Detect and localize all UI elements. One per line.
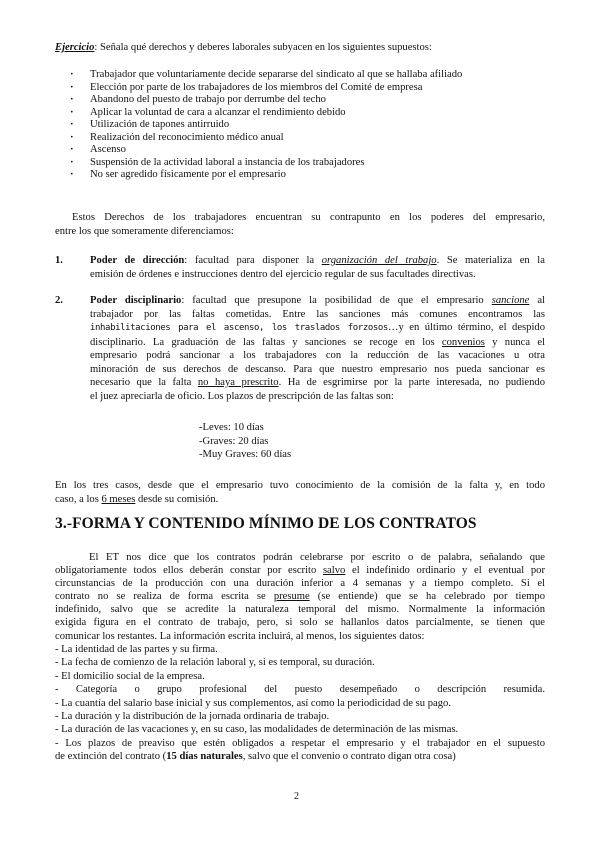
sanciones-emphasis: inhabilitaciones para el ascenso, los traslados forzosos (90, 323, 388, 333)
list-item: - La duración y la distribución de la jornada ordinaria de trabajo. (55, 711, 330, 723)
list-item: - Los plazos de preaviso que estén obligados a respetar el empresario y el trabajador en el supuesto (55, 737, 545, 749)
list-item: - La fecha de comienzo de la relación laboral y, si es temporal, su duración. (55, 657, 375, 669)
poder-disciplinario-title: Poder disciplinario (90, 295, 182, 306)
exercise-text: : Señala qué derechos y deberes laborales subyacen en los siguientes supuestos: (94, 42, 432, 53)
list-item: · Elección por parte de los trabajadores de los miembros del Comité de empresa (70, 82, 462, 95)
tres-casos-paragraph (55, 479, 545, 506)
intro-paragraph (55, 211, 545, 238)
section-heading: 3.-FORMA Y CONTENIDO MÍNIMO DE LOS CONTRATOS (55, 515, 477, 532)
poder-disciplinario-line: trabajador por las faltas cometidas. Entre las sanciones más comunes encontramos las (90, 308, 545, 320)
sancione-link[interactable]: sancione (491, 295, 530, 306)
text-run: (se entiende) que se ha celebrado por tiempo (309, 591, 545, 603)
text-run: caso, a los (55, 493, 102, 505)
text-run: . Ha de esgrimirse por la parte interesada, no pudiendo (278, 377, 546, 388)
text-run: necesario que la falta (90, 377, 198, 388)
poder-disciplinario-line: empresario podrá sancionar a los trabajadores con la reducción de las vacaciones u otra (90, 350, 545, 361)
presume-link[interactable]: presume (273, 591, 310, 603)
poder-direccion-item (55, 254, 545, 281)
poder-disciplinario-line (73, 294, 545, 308)
text-run: de extinción del contrato ( (55, 751, 167, 763)
item-number: 2. (55, 295, 63, 306)
list-item: -Graves: 20 días (199, 435, 269, 447)
text-run: …y en último término, el despido (387, 322, 545, 333)
list-item (55, 750, 545, 763)
list-item: -Muy Graves: 60 días (199, 449, 292, 460)
et-line (55, 564, 545, 577)
text-run: obligatoriamente todos ellos deberán constar por escrito (55, 565, 323, 577)
text-run: , salvo que el convenio o contrato digan otra cosa) (242, 751, 456, 763)
salvo-link[interactable]: salvo (322, 565, 346, 577)
organizacion-trabajo-link[interactable]: organización del trabajo (321, 255, 437, 266)
text-run: contrato no se realiza de forma escrita se (55, 591, 274, 603)
convenios-link[interactable]: convenios (441, 336, 485, 348)
list-item: -Leves: 10 días (199, 422, 264, 433)
list-item: · Trabajador que voluntariamente decide separarse del sindicato al que se hallaba afiliado (70, 69, 462, 82)
list-item: · Aplicar la voluntad de cara a alcanzar el rendimiento debido (70, 107, 462, 120)
plazos-prescripcion-list (199, 421, 291, 462)
quince-dias-emphasis: 15 días naturales (166, 751, 243, 763)
page-number: 2 (294, 791, 299, 802)
poder-disciplinario-line: el juez apreciarla de oficio. Los plazos de prescripción de las faltas son: (90, 390, 394, 402)
list-item: · Suspensión de la actividad laboral a instancia de los trabajadores (70, 157, 462, 170)
poder-direccion-line (73, 254, 545, 268)
exercise-statement (55, 42, 545, 55)
text-run: y nunca el (484, 336, 545, 348)
poder-disciplinario-line: minoración de sus derechos de descanso. Para que nuestro empresario nos pueda sancionar es (90, 363, 545, 375)
list-item: · Realización del reconocimiento médico anual (70, 132, 462, 145)
poder-disciplinario-line (73, 376, 545, 390)
list-item: - La cuantía del salario base inicial y sus complementos, así como la periodicidad de su pago. (55, 697, 451, 709)
list-item: - Categoría o grupo profesional del puesto desempeñado o descripción resumida. (55, 684, 545, 696)
intro-line: Estos Derechos de los trabajadores encuentran su contrapunto en los poderes del empresario, (72, 212, 545, 223)
list-item: - El domicilio social de la empresa. (55, 670, 205, 682)
exercise-label: Ejercicio (55, 42, 95, 53)
text-run: el indefinido ordinario y el eventual por (345, 565, 545, 577)
no-haya-prescrito-link[interactable]: no haya prescrito (197, 377, 279, 388)
exercise-bullet-list (70, 69, 462, 182)
text-run: al (529, 295, 545, 306)
text-run: : facultad para disponer la (184, 255, 322, 266)
list-item: · Abandono del puesto de trabajo por derrumbe del techo (70, 94, 462, 107)
list-item: · Utilización de tapones antirruido (70, 119, 462, 132)
et-line: indefinido, salvo que se acredite la naturaleza temporal del mismo. Normalmente la información (55, 604, 545, 616)
text-run: desde su comisión. (135, 493, 219, 505)
list-item: · Ascenso (70, 144, 462, 157)
list-item: · No ser agredido físicamente por el empresario (70, 169, 462, 182)
item-number: 1. (55, 255, 63, 266)
et-line: circunstancias de la producción con una duración inferior a 4 semanas y a tiempo completo. Si el (55, 578, 545, 590)
poder-disciplinario-line (73, 321, 545, 336)
poder-disciplinario-line (73, 336, 545, 350)
list-item: - La identidad de las partes y su firma. (55, 644, 218, 655)
tres-casos-line (55, 493, 545, 507)
et-line (55, 590, 545, 603)
datos-list (55, 643, 545, 764)
intro-line: entre los que someramente diferenciamos: (55, 225, 234, 237)
poder-disciplinario-item (55, 294, 546, 403)
seis-meses-link[interactable]: 6 meses (101, 493, 136, 505)
poder-direccion-title: Poder de dirección (90, 255, 185, 266)
tres-casos-line: En los tres casos, desde que el empresario tuvo conocimiento de la comisión de la falta y, en todo (55, 480, 545, 491)
list-item: - La duración de las vacaciones y, en su caso, las modalidades de determinación de las mismas. (55, 724, 459, 736)
et-line: exigida figura en el contrato de trabajo, pero, si solo se hallanlos datos parcialmente, se tienen que (55, 617, 545, 629)
poder-direccion-line: emisión de órdenes e instrucciones dentro del ejercicio regular de sus facultades directivas. (90, 268, 476, 280)
et-line: El ET nos dice que los contratos podrán celebrarse por escrito o de palabra, señalando que (89, 552, 545, 563)
text-run: : facultad que presupone la posibilidad de que el empresario (181, 295, 492, 306)
et-paragraph (55, 551, 545, 643)
et-line: comunicar los restantes. La información escrita incluirá, al menos, los siguientes datos: (55, 630, 425, 642)
text-run: . Se materializa en la (436, 255, 545, 266)
text-run: disciplinario. La graduación de las faltas y sanciones se recoge en los (90, 336, 442, 348)
